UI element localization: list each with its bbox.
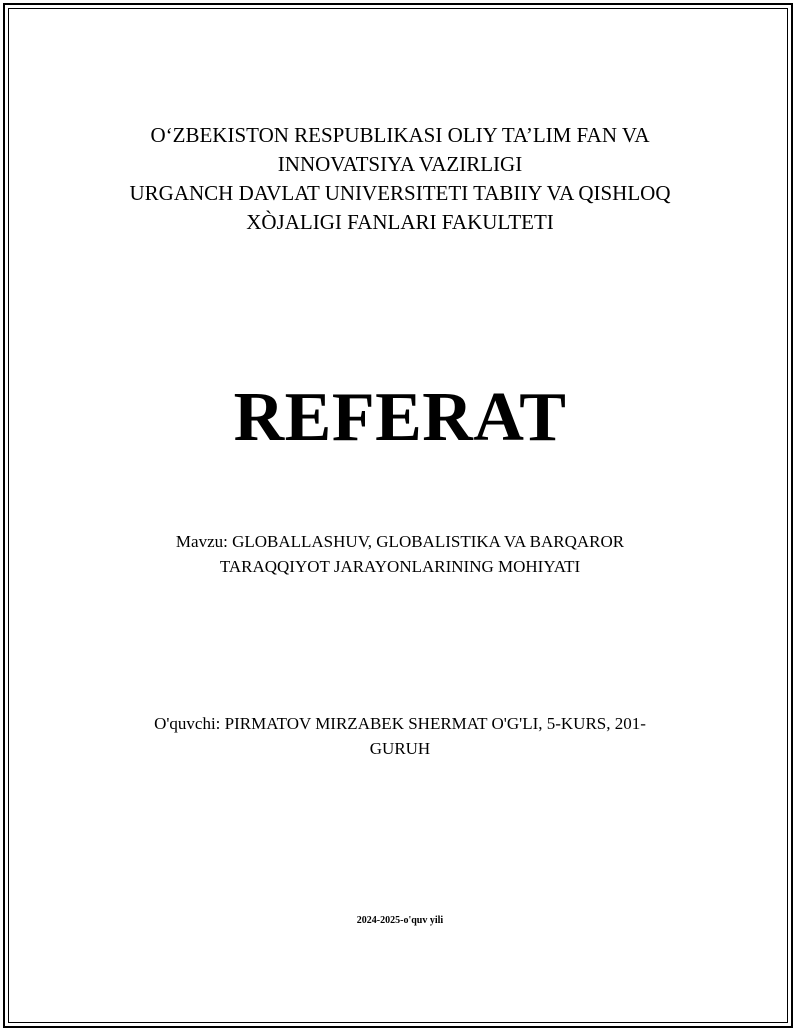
institution-header	[0, 121, 800, 237]
topic-line-1: Mavzu: GLOBALLASHUV, GLOBALISTIKA VA BARQAROR	[175, 532, 625, 551]
institution-header-line-1: O‘ZBEKISTON RESPUBLIKASI OLIY TA’LIM FAN VA	[150, 123, 650, 147]
document-title: REFERAT	[233, 379, 567, 456]
topic-block	[0, 529, 800, 579]
student-line-1: O'quvchi: PIRMATOV MIRZABEK SHERMAT O'G'LI, 5-KURS, 201-	[154, 714, 646, 733]
topic-line-2: TARAQQIYOT JARAYONLARINING MOHIYATI	[219, 557, 581, 576]
student-line-2: GURUH	[369, 739, 431, 758]
institution-header-line-3: URGANCH DAVLAT UNIVERSITETI TABIIY VA QISHLOQ	[129, 181, 671, 205]
institution-header-line-2: INNOVATSIYA VAZIRLIGI	[277, 152, 523, 176]
student-block	[0, 711, 800, 761]
institution-header-line-4: XÒJALIGI FANLARI FAKULTETI	[246, 210, 554, 234]
academic-year: 2024-2025-o'quv yili	[356, 915, 444, 926]
